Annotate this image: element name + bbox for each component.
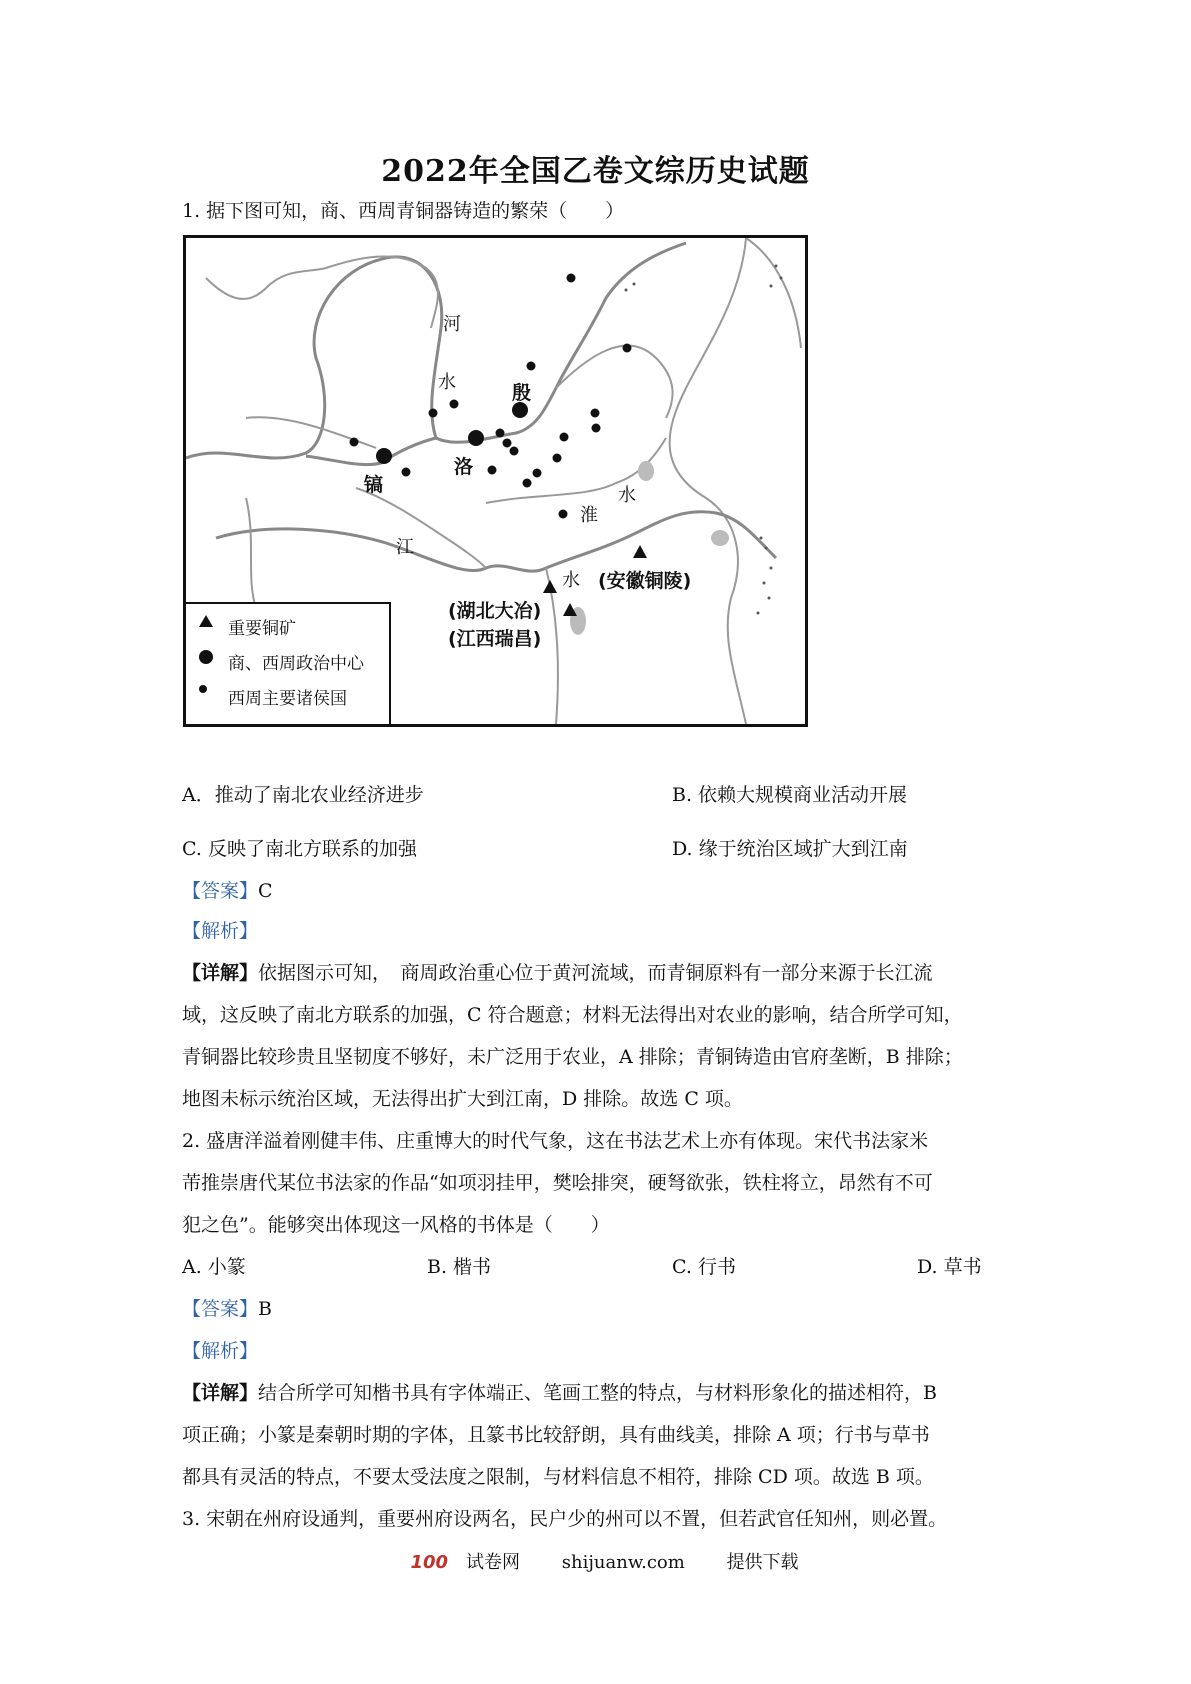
southwest-line xyxy=(246,498,256,608)
label-shui-1: 水 xyxy=(438,372,456,393)
yangtze-river-line xyxy=(216,512,776,571)
q2-detail-tag: 【详解】 xyxy=(182,1382,259,1404)
q1-option-d: D. 缘于统治区域扩大到江南 xyxy=(672,838,908,860)
coast-islands xyxy=(625,265,783,615)
q1-answer-value: C xyxy=(258,880,273,902)
center-hao xyxy=(376,448,392,464)
map-legend xyxy=(186,602,391,724)
q1-answer xyxy=(182,876,273,903)
label-yin: 殷 xyxy=(512,382,532,404)
center-luo xyxy=(468,430,484,446)
q1-detail-line-3: 青铜器比较珍贵且坚韧度不够好，未广泛用于农业，A 排除；青铜铸造由官府垄断，B 排除； xyxy=(182,1046,963,1068)
label-jiangxi: (江西瑞昌) xyxy=(448,628,542,650)
legend-row-vassal xyxy=(198,684,347,709)
q2-stem-line-3: 犯之色”。能够突出体现这一风格的书体是（ ） xyxy=(182,1214,610,1236)
label-he: 河 xyxy=(443,314,461,335)
q2-stem-line-2: 芾推崇唐代某位书法家的作品“如项羽挂甲，樊哙排突，硬弩欲张，铁柱将立，昂然有不可 xyxy=(182,1172,933,1194)
label-hao: 镐 xyxy=(364,474,384,496)
q1-detail-line-4: 地图未标示统治区域，无法得出扩大到江南，D 排除。故选 C 项。 xyxy=(182,1088,743,1110)
q2-analysis-tag: 【解析】 xyxy=(182,1340,259,1362)
yellow-river-line xyxy=(186,243,686,458)
page-footer xyxy=(0,1548,1191,1574)
liaodong-coast xyxy=(746,238,801,348)
east-coast xyxy=(670,238,746,724)
legend-label-center: 商、西周政治中心 xyxy=(228,654,364,674)
brand-logo: 100 xyxy=(410,1552,449,1573)
footer-download: 提供下载 xyxy=(726,1552,799,1573)
footer-brand xyxy=(392,1552,520,1573)
q2-option-c: C. 行书 xyxy=(672,1256,736,1278)
north-outline xyxy=(326,256,438,328)
q2-answer xyxy=(182,1294,272,1321)
mine-hubei xyxy=(543,580,557,593)
q1-analysis-tag: 【解析】 xyxy=(182,920,259,942)
legend-label-vassal: 西周主要诸侯国 xyxy=(228,689,347,709)
q1-detail-line-1 xyxy=(182,958,933,985)
label-hubei: (湖北大冶) xyxy=(448,600,542,622)
label-shui-3: 水 xyxy=(562,570,580,591)
vassal-dots xyxy=(350,274,632,519)
q2-stem-line-1: 2. 盛唐洋溢着刚健丰伟、庄重博大的时代气象，这在书法艺术上亦有体现。宋代书法家米 xyxy=(182,1130,929,1152)
q2-detail-line-1 xyxy=(182,1378,937,1405)
legend-row-center xyxy=(198,649,364,674)
q1-detail-tag: 【详解】 xyxy=(182,962,259,984)
q1-option-c: C. 反映了南北方联系的加强 xyxy=(182,838,417,860)
q1-answer-tag: 【答案】 xyxy=(182,880,259,902)
yellow-river-branch xyxy=(306,438,436,465)
q2-answer-value: B xyxy=(258,1298,272,1320)
label-huai: 淮 xyxy=(580,505,598,526)
label-shui-2: 水 xyxy=(618,485,636,506)
q2-detail-line-3: 都具有灵活的特点，不要太受法度之限制，与材料信息不相符，排除 CD 项。故选 B 项。 xyxy=(182,1466,934,1488)
footer-site-name: 试卷网 xyxy=(466,1552,521,1573)
q1-detail-text-1: 依据图示可知， 商周政治重心位于黄河流域，而青铜原料有一部分来源于长江流 xyxy=(258,962,933,984)
q2-option-b: B. 楷书 xyxy=(427,1256,492,1278)
legend-row-mine xyxy=(198,614,296,639)
label-luo: 洛 xyxy=(454,456,474,478)
footer-domain[interactable]: shijuanw.com xyxy=(561,1552,685,1573)
q2-option-d: D. 草书 xyxy=(917,1256,982,1278)
q2-detail-line-2: 项正确；小篆是秦朝时期的字体，且篆书比较舒朗，具有曲线美，排除 A 项；行书与草书 xyxy=(182,1424,930,1446)
q3-stem: 3. 宋朝在州府设通判，重要州府设两名，民户少的州可以不置，但若武官任知州，则必置。 xyxy=(182,1508,948,1530)
q2-option-a: A. 小篆 xyxy=(182,1256,246,1278)
q1-detail-line-2: 域，这反映了南北方联系的加强，C 符合题意；材料无法得出对农业的影响，结合所学可知， xyxy=(182,1004,963,1026)
q1-option-a: A．推动了南北农业经济进步 xyxy=(182,784,424,806)
label-jiang: 江 xyxy=(396,537,414,558)
q2-answer-tag: 【答案】 xyxy=(182,1298,259,1320)
tai-lake xyxy=(711,530,729,546)
hongze-lake xyxy=(638,461,654,481)
page-title: 2022年全国乙卷文综历史试题 xyxy=(381,154,810,189)
q1-option-b: B. 依赖大规模商业活动开展 xyxy=(672,784,908,806)
q2-detail-text-1: 结合所学可知楷书具有字体端正、笔画工整的特点，与材料形象化的描述相符，B xyxy=(258,1382,937,1404)
label-anhui: (安徽铜陵) xyxy=(598,570,692,592)
mine-anhui xyxy=(633,545,647,558)
q1-stem: 1. 据下图可知，商、西周青铜器铸造的繁荣（ ） xyxy=(182,200,625,222)
legend-label-mine: 重要铜矿 xyxy=(228,619,296,639)
west-outline xyxy=(206,268,326,299)
bronze-map xyxy=(183,235,808,727)
